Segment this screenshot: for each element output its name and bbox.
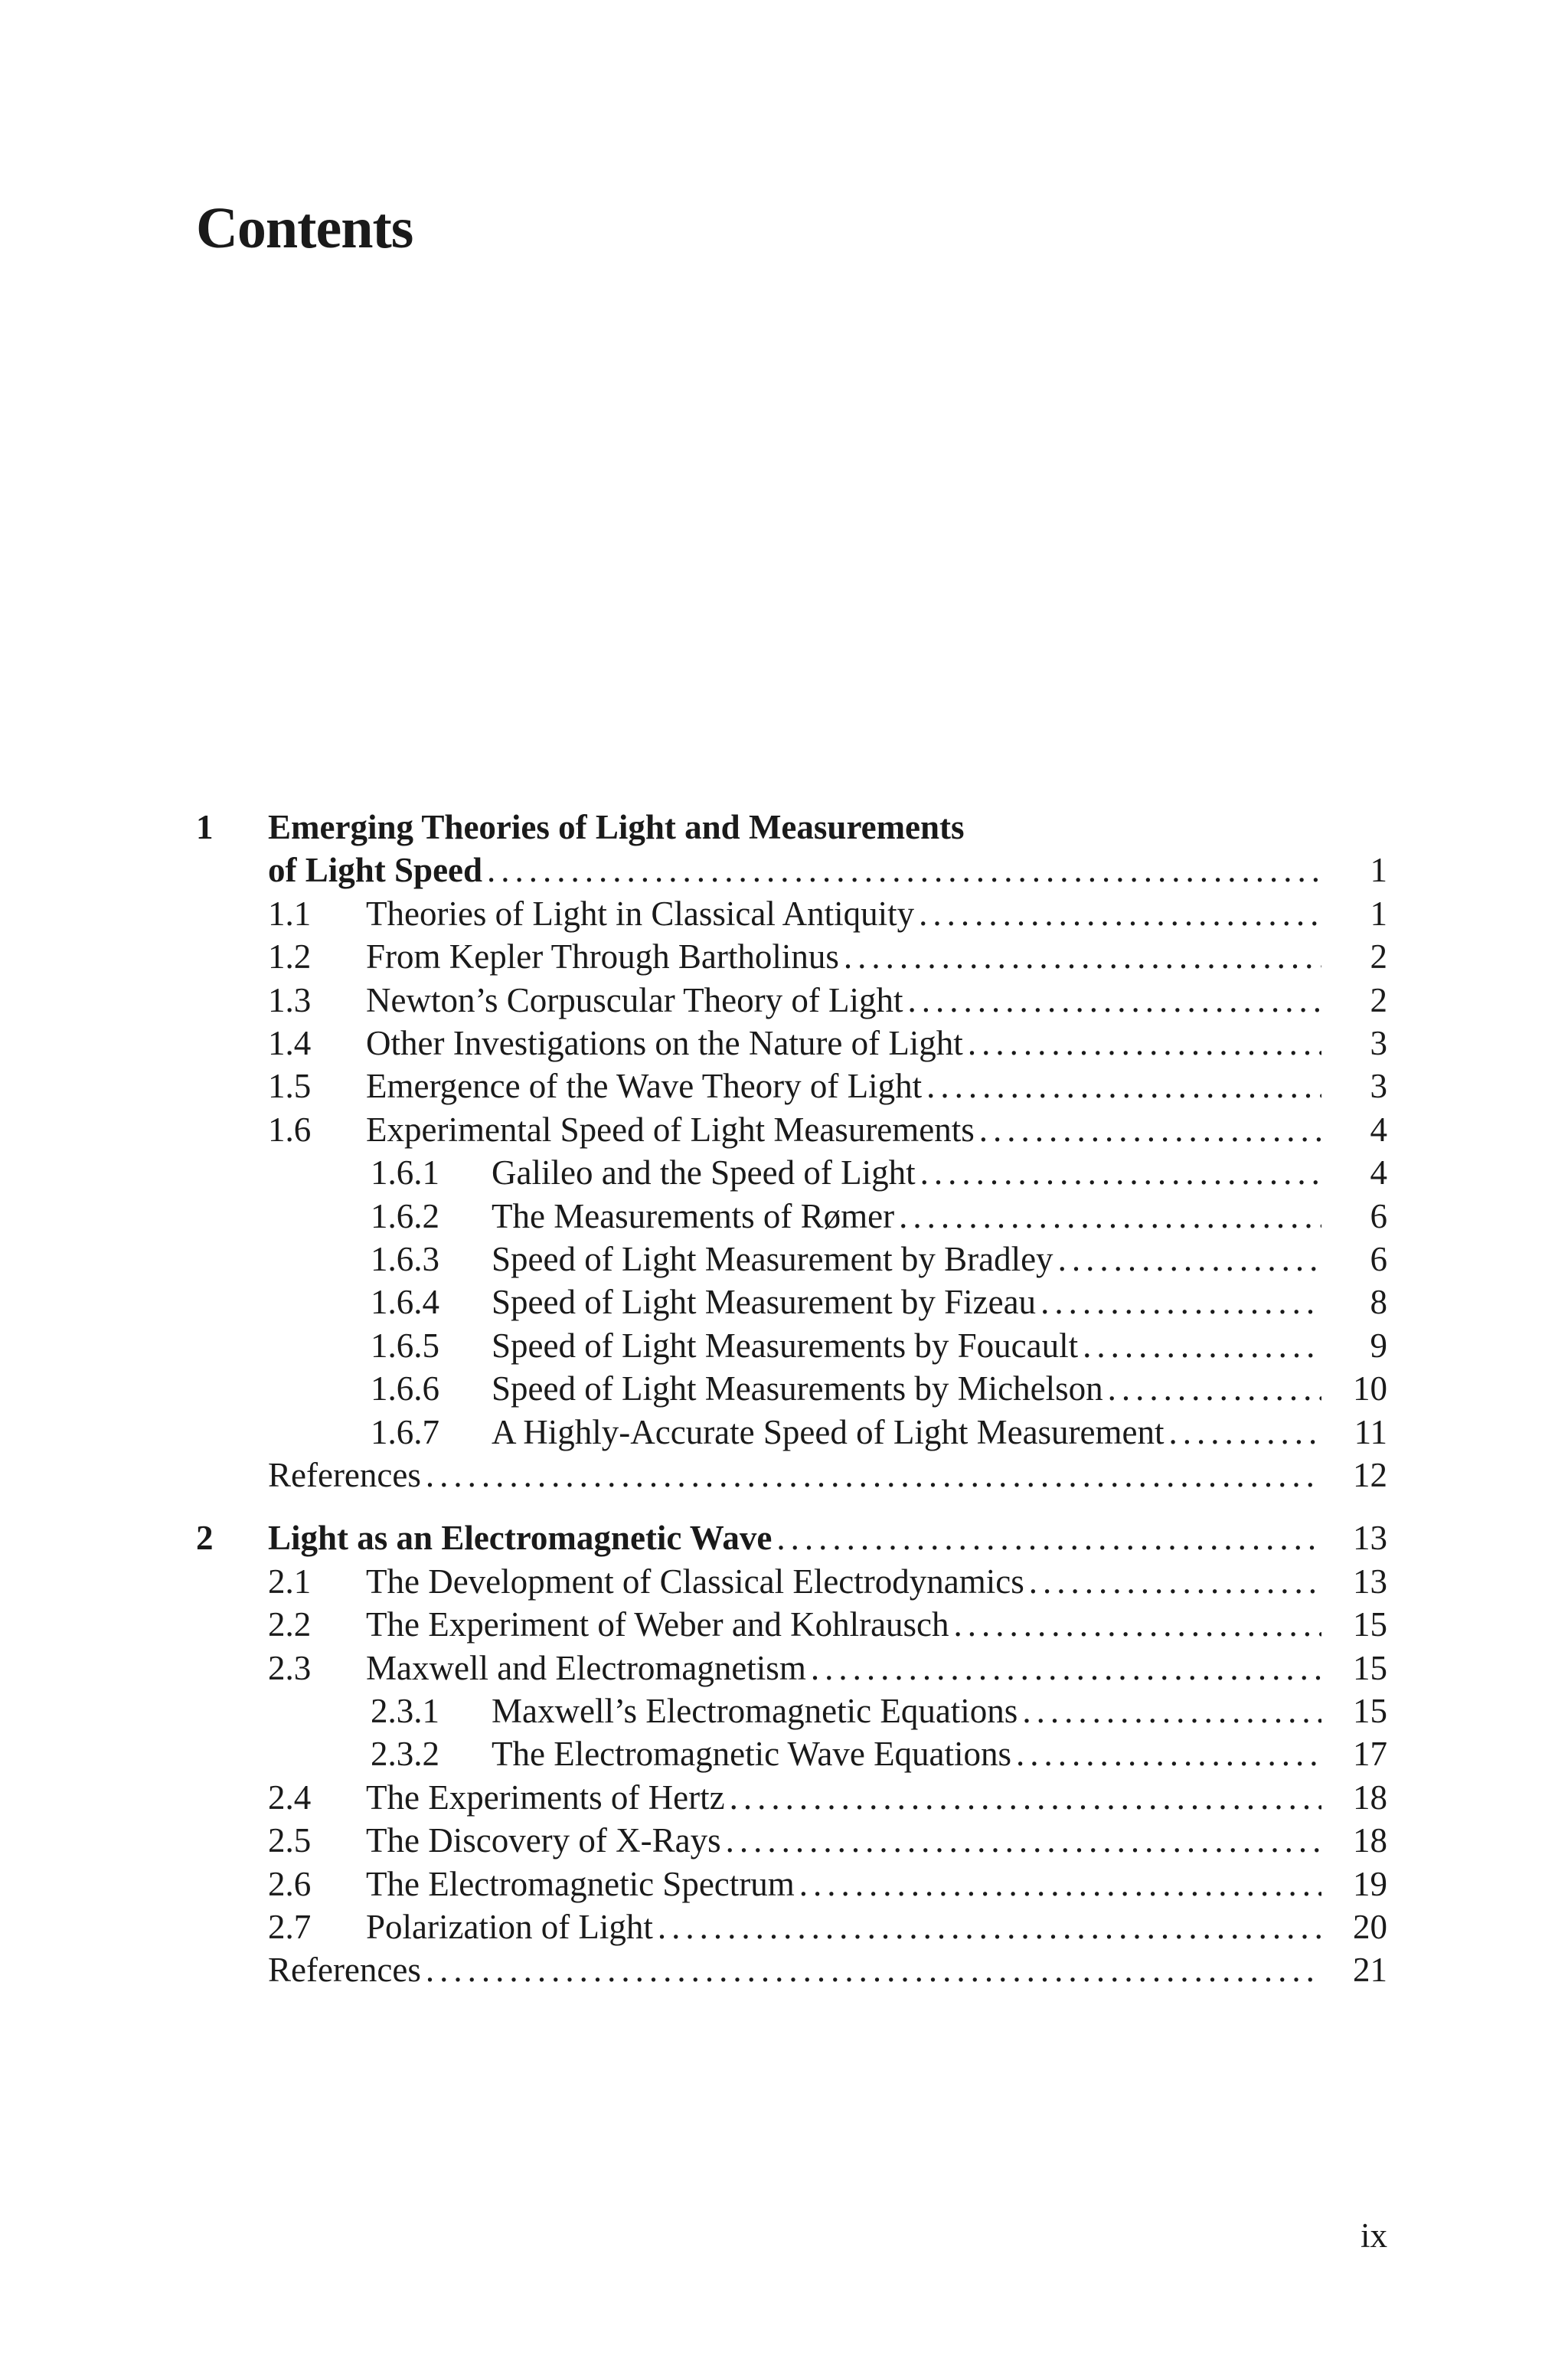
entry-page: 2 [1370, 980, 1387, 1019]
entry-page: 12 [1353, 1456, 1387, 1494]
section-entry [0, 1560, 1568, 1603]
subsection-entry [0, 1324, 1568, 1367]
subsection-number: 1.6.4 [371, 1283, 439, 1322]
entry-leader [268, 1948, 1321, 1991]
entry-title: The Measurements of Rømer [492, 1196, 895, 1235]
entry-page: 15 [1353, 1605, 1387, 1644]
entry-title: Emergence of the Wave Theory of Light [366, 1067, 923, 1106]
entry-page: 11 [1354, 1412, 1387, 1451]
entry-page: 20 [1353, 1908, 1387, 1946]
entry-title: Experimental Speed of Light Measurements [366, 1110, 975, 1149]
section-entry [0, 1108, 1568, 1151]
entry-title: Theories of Light in Classical Antiquity [366, 894, 915, 933]
entry-title: The Electromagnetic Spectrum [366, 1864, 795, 1903]
dot-leader [968, 1022, 1321, 1065]
chapter-title-line2: of Light Speed [268, 851, 483, 890]
entry-leader [366, 1108, 1321, 1151]
chapter-heading [0, 806, 1568, 849]
dot-leader [954, 1603, 1321, 1646]
chapter-number: 2 [196, 1519, 214, 1558]
chapter-title: Light as an Electromagnetic Wave [268, 1519, 773, 1558]
entry-title: From Kepler Through Bartholinus [366, 937, 839, 976]
section-entry [0, 979, 1568, 1022]
dot-leader [730, 1776, 1321, 1819]
chapter-heading [0, 1516, 1568, 1559]
entry-leader [366, 1560, 1321, 1603]
entry-page: 6 [1370, 1240, 1387, 1278]
entry-leader [492, 1689, 1321, 1732]
entry-leader [366, 1776, 1321, 1819]
entry-page: 8 [1370, 1283, 1387, 1322]
entry-title: The Development of Classical Electrodynamics [366, 1562, 1024, 1601]
entry-title: Maxwell’s Electromagnetic Equations [492, 1692, 1018, 1730]
section-entry [0, 1647, 1568, 1689]
page-number: ix [1360, 2216, 1387, 2255]
section-number: 2.2 [268, 1605, 312, 1644]
chapter-title-leader [268, 1516, 1321, 1559]
entry-page: 10 [1353, 1369, 1387, 1408]
entry-title: Maxwell and Electromagnetism [366, 1648, 806, 1687]
dot-leader [979, 1108, 1321, 1151]
entry-page: 3 [1370, 1024, 1387, 1062]
subsection-entry [0, 1411, 1568, 1454]
entry-title: Galileo and the Speed of Light [492, 1153, 916, 1192]
dot-leader [908, 979, 1321, 1022]
entry-title: Speed of Light Measurement by Fizeau [492, 1283, 1037, 1322]
dot-leader [844, 935, 1321, 978]
entry-page: 2 [1370, 937, 1387, 976]
dot-leader [1169, 1411, 1322, 1454]
dot-leader [1040, 1281, 1321, 1323]
entry-leader [492, 1411, 1321, 1454]
entry-leader [366, 979, 1321, 1022]
dot-leader [811, 1647, 1321, 1689]
section-number: 2.3 [268, 1648, 312, 1687]
entry-leader [492, 1324, 1321, 1367]
dot-leader [926, 1065, 1321, 1107]
entry-title: References [268, 1456, 421, 1494]
entry-title: The Experiment of Weber and Kohlrausch [366, 1605, 949, 1644]
entry-title: A Highly-Accurate Speed of Light Measurement [492, 1412, 1165, 1451]
section-entry [0, 892, 1568, 935]
entry-leader [366, 892, 1321, 935]
entry-page: 17 [1353, 1735, 1387, 1774]
entry-leader [268, 1454, 1321, 1496]
chapter-number: 1 [196, 808, 214, 846]
dot-leader [487, 849, 1321, 891]
dot-leader [920, 1151, 1321, 1194]
subsection-entry [0, 1238, 1568, 1281]
entry-leader [366, 1819, 1321, 1862]
subsection-number: 1.6.3 [371, 1240, 439, 1278]
dot-leader [1058, 1238, 1321, 1281]
section-entry [0, 1022, 1568, 1065]
subsection-number: 2.3.1 [371, 1692, 439, 1730]
chapter-page: 1 [1370, 851, 1387, 890]
entry-title: Speed of Light Measurements by Michelson [492, 1369, 1103, 1408]
entry-leader [366, 935, 1321, 978]
entry-title: The Electromagnetic Wave Equations [492, 1735, 1012, 1774]
chapter-title-leader [268, 849, 1321, 891]
chapter-page: 13 [1353, 1519, 1387, 1558]
subsection-entry [0, 1689, 1568, 1732]
subsection-number: 1.6.5 [371, 1326, 439, 1365]
dot-leader [1108, 1367, 1321, 1410]
section-number: 1.2 [268, 937, 312, 976]
dot-leader [776, 1516, 1321, 1559]
section-number: 1.4 [268, 1024, 312, 1062]
section-entry [0, 935, 1568, 978]
dot-leader [658, 1905, 1321, 1948]
chapter-heading-continued [0, 849, 1568, 891]
entry-leader [366, 1905, 1321, 1948]
subsection-number: 1.6.1 [371, 1153, 439, 1192]
entry-leader [492, 1732, 1321, 1775]
dot-leader [1029, 1560, 1321, 1603]
entry-page: 21 [1353, 1951, 1387, 1990]
entry-page: 13 [1353, 1562, 1387, 1601]
dot-leader [919, 892, 1321, 935]
entry-title: Other Investigations on the Nature of Light [366, 1024, 963, 1062]
dot-leader [726, 1819, 1321, 1862]
entry-leader [366, 1603, 1321, 1646]
section-entry [0, 1819, 1568, 1862]
dot-leader [1022, 1689, 1321, 1732]
entry-page: 15 [1353, 1648, 1387, 1687]
entry-page: 15 [1353, 1692, 1387, 1730]
entry-page: 6 [1370, 1196, 1387, 1235]
entry-page: 3 [1370, 1067, 1387, 1106]
entry-leader [492, 1281, 1321, 1323]
entry-page: 9 [1370, 1326, 1387, 1365]
entry-page: 19 [1353, 1864, 1387, 1903]
section-number: 2.4 [268, 1778, 312, 1817]
entry-leader [366, 1022, 1321, 1065]
entry-page: 4 [1370, 1153, 1387, 1192]
subsection-entry [0, 1151, 1568, 1194]
subsection-number: 2.3.2 [371, 1735, 439, 1774]
section-number: 1.6 [268, 1110, 312, 1149]
dot-leader [1083, 1324, 1321, 1367]
dot-leader [426, 1454, 1321, 1496]
section-number: 1.3 [268, 980, 312, 1019]
section-entry [0, 1603, 1568, 1646]
entry-title: The Discovery of X-Rays [366, 1821, 721, 1860]
entry-leader [366, 1065, 1321, 1107]
entry-title: Speed of Light Measurement by Bradley [492, 1240, 1054, 1278]
dot-leader [799, 1863, 1321, 1905]
dot-leader [426, 1948, 1321, 1991]
subsection-entry [0, 1281, 1568, 1323]
dot-leader [1016, 1732, 1321, 1775]
section-number: 2.7 [268, 1908, 312, 1946]
entry-leader [366, 1863, 1321, 1905]
subsection-number: 1.6.6 [371, 1369, 439, 1408]
entry-leader [492, 1151, 1321, 1194]
entry-leader [492, 1238, 1321, 1281]
entry-page: 18 [1353, 1778, 1387, 1817]
subsection-number: 1.6.2 [371, 1196, 439, 1235]
dot-leader [899, 1195, 1321, 1238]
entry-leader [492, 1195, 1321, 1238]
chapter-title: Emerging Theories of Light and Measurements [268, 808, 965, 846]
section-number: 1.1 [268, 894, 312, 933]
entry-leader [492, 1367, 1321, 1410]
subsection-number: 1.6.7 [371, 1412, 439, 1451]
section-number: 2.1 [268, 1562, 312, 1601]
entry-title: References [268, 1951, 421, 1990]
section-entry [0, 1863, 1568, 1905]
entry-title: Newton’s Corpuscular Theory of Light [366, 980, 903, 1019]
section-entry [0, 1065, 1568, 1107]
references-entry [0, 1948, 1568, 1991]
subsection-entry [0, 1732, 1568, 1775]
entry-page: 1 [1370, 894, 1387, 933]
entry-title: Speed of Light Measurements by Foucault [492, 1326, 1079, 1365]
entry-title: The Experiments of Hertz [366, 1778, 725, 1817]
section-number: 1.5 [268, 1067, 312, 1106]
references-entry [0, 1454, 1568, 1496]
entry-title: Polarization of Light [366, 1908, 653, 1946]
entry-page: 18 [1353, 1821, 1387, 1860]
section-entry [0, 1905, 1568, 1948]
subsection-entry [0, 1195, 1568, 1238]
page-title: Contents [196, 196, 413, 260]
entry-leader [366, 1647, 1321, 1689]
subsection-entry [0, 1367, 1568, 1410]
section-entry [0, 1776, 1568, 1819]
section-number: 2.6 [268, 1864, 312, 1903]
section-number: 2.5 [268, 1821, 312, 1860]
entry-page: 4 [1370, 1110, 1387, 1149]
